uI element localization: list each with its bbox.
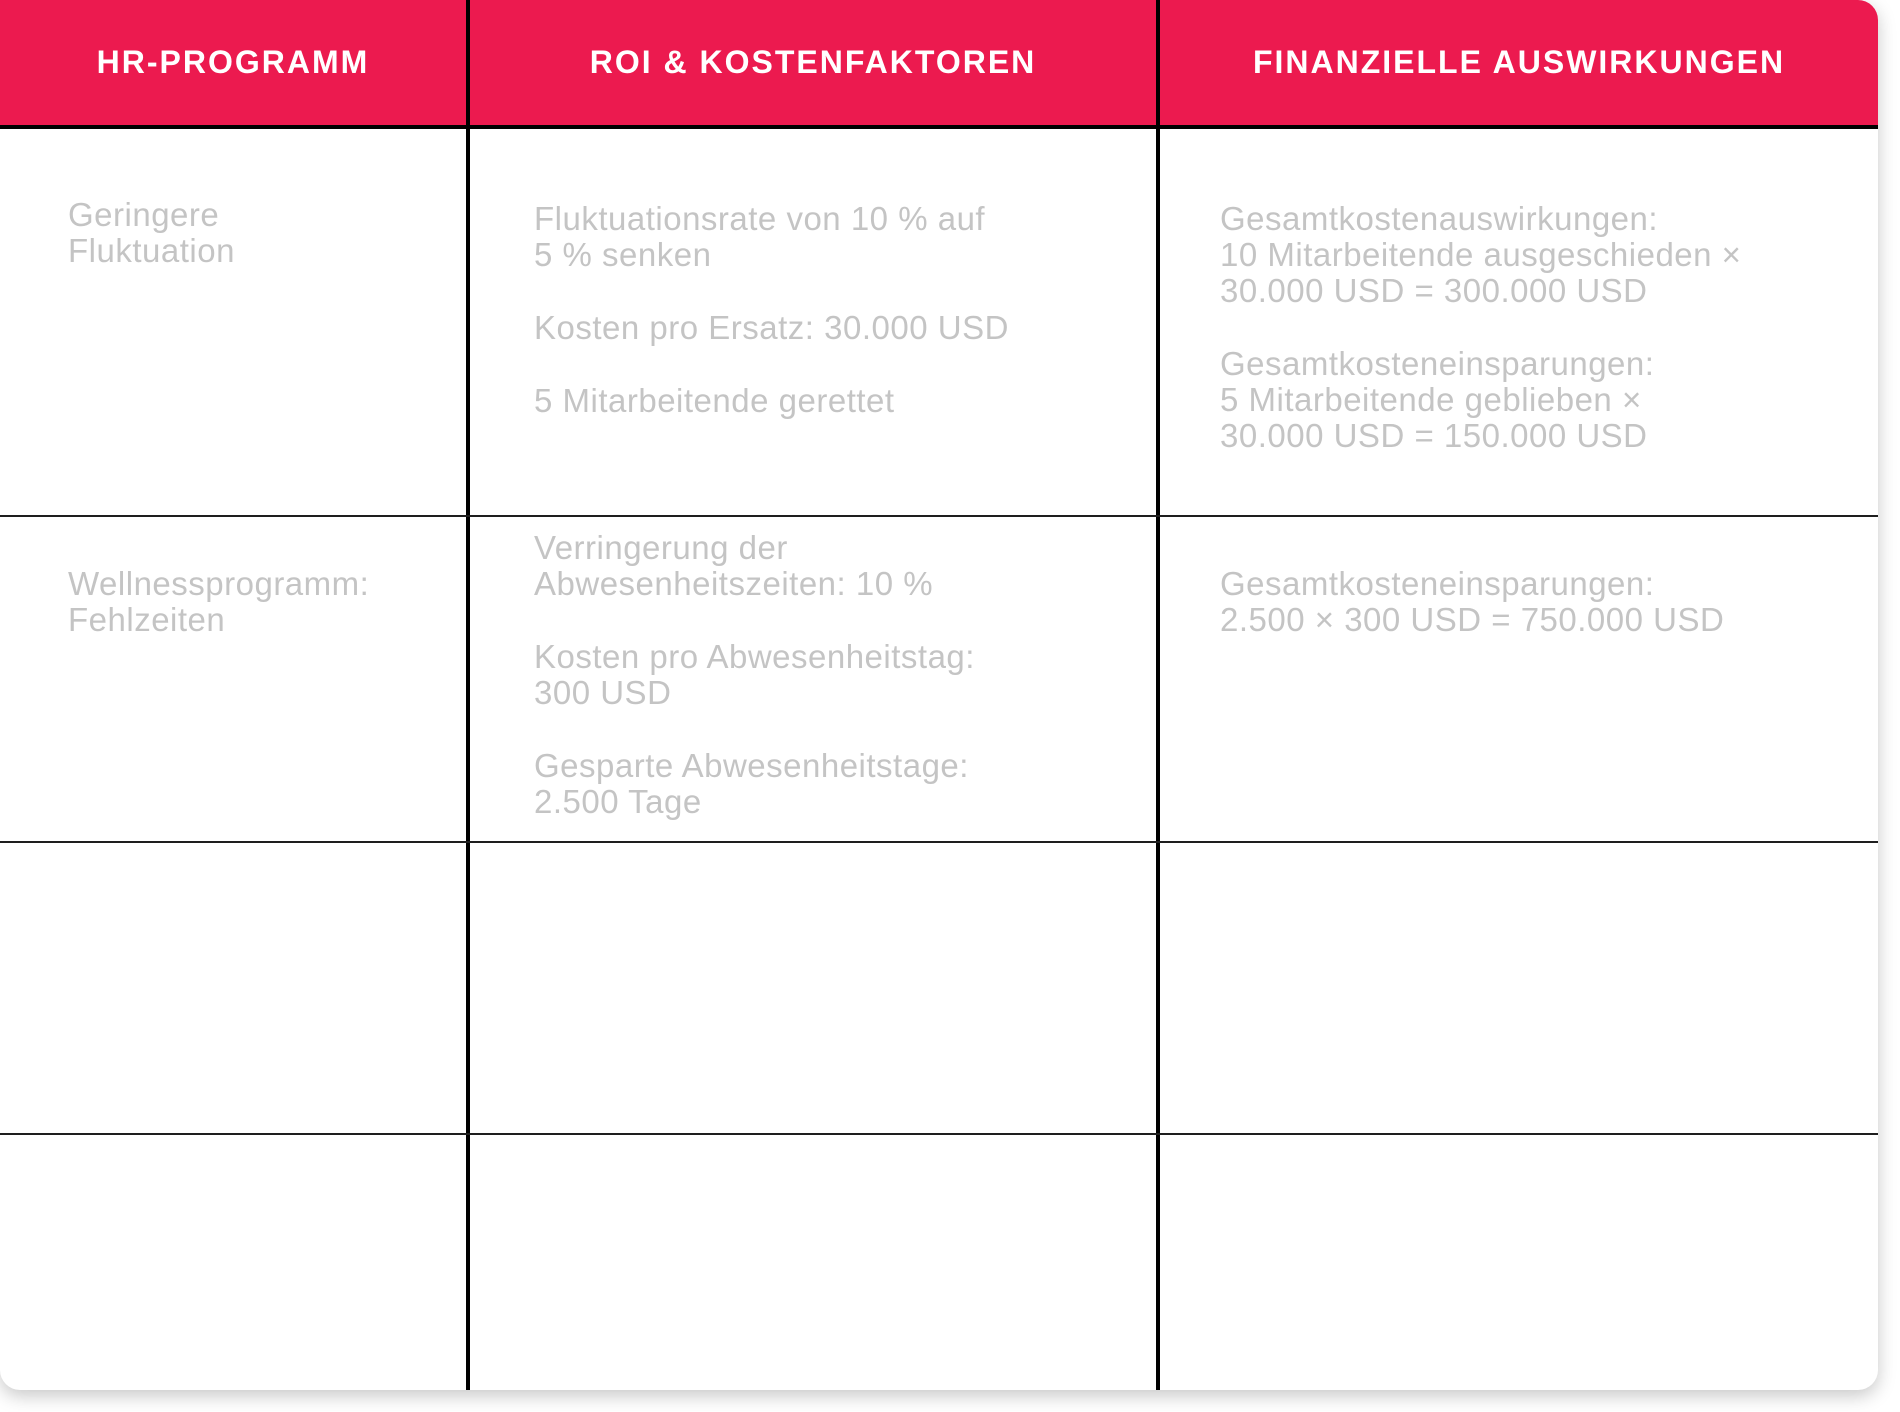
row-divider bbox=[0, 515, 1878, 517]
header-roi-kostenfaktoren: ROI & KOSTENFAKTOREN bbox=[589, 44, 1037, 80]
table-cell-factors: Verringerung der Abwesenheitszeiten: 10 % Kosten pro Abwesenheitstag: 300 USD Gesparte Abwesenheitstage: 2.500 Tage bbox=[534, 529, 975, 820]
column-divider bbox=[1156, 0, 1160, 1390]
table-cell-factors: Fluktuationsrate von 10 % auf 5 % senken Kosten pro Ersatz: 30.000 USD 5 Mitarbeitende gerettet bbox=[534, 200, 1009, 419]
table-header bbox=[0, 0, 1878, 129]
table-cell-impact: Gesamtkostenauswirkungen: 10 Mitarbeitende ausgeschieden × 30.000 USD = 300.000 USD Gesamtkosteneinsparungen: 5 Mitarbeitende geblieben × 30.000 USD = 150.000 USD bbox=[1220, 200, 1742, 454]
row-divider bbox=[0, 1133, 1878, 1135]
table-cell-program: Wellnessprogramm: Fehlzeiten bbox=[68, 565, 370, 638]
column-divider bbox=[466, 0, 470, 1390]
table-cell-program: Geringere Fluktuation bbox=[68, 196, 235, 269]
header-hr-programm: HR-PROGRAMM bbox=[96, 44, 370, 80]
header-finanzielle-auswirkungen: FINANZIELLE AUSWIRKUNGEN bbox=[1252, 44, 1786, 80]
table-cell-impact: Gesamtkosteneinsparungen: 2.500 × 300 USD = 750.000 USD bbox=[1220, 565, 1725, 638]
row-divider bbox=[0, 841, 1878, 843]
